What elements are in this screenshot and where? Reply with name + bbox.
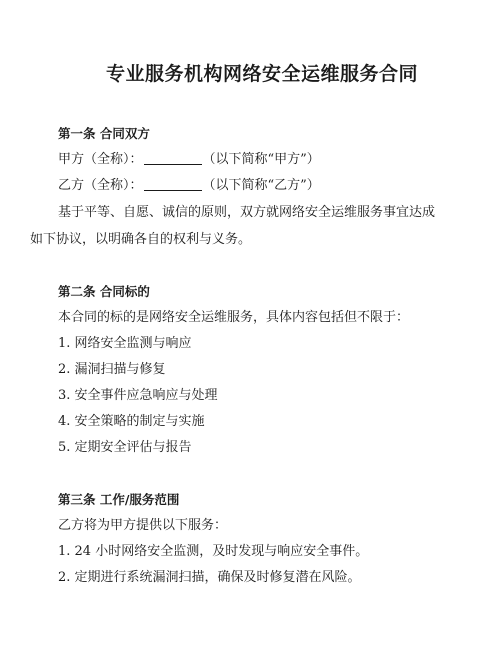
list-item: 5. 定期安全评估与报告 xyxy=(58,440,192,455)
party-b-suffix: （以下简称“乙方”） xyxy=(202,178,320,193)
list-item: 4. 安全策略的制定与实施 xyxy=(58,414,205,429)
list-item: 2. 定期进行系统漏洞扫描，确保及时修复潜在风险。 xyxy=(58,570,361,585)
party-a-suffix: （以下简称“甲方”） xyxy=(202,152,320,167)
party-a-line xyxy=(58,147,460,173)
party-a-blank xyxy=(144,150,202,165)
article-1-paragraph: 基于平等、自愿、诚信的原则，双方就网络安全运维服务事宜达成如下协议，以明确各自的权利与义务。 xyxy=(30,205,436,247)
article-1 xyxy=(30,121,460,253)
party-b-blank xyxy=(144,176,202,191)
list-item: 3. 安全事件应急响应与处理 xyxy=(58,388,218,403)
document-title: 专业服务机构网络安全运维服务合同 xyxy=(106,63,419,85)
party-b-line xyxy=(58,173,460,199)
party-b-label: 乙方（全称）： xyxy=(58,178,143,193)
list-item: 1. 网络安全监测与响应 xyxy=(58,336,192,351)
article-2-heading: 第二条 合同标的 xyxy=(58,284,150,299)
list-item: 2. 漏洞扫描与修复 xyxy=(58,362,166,377)
article-2 xyxy=(58,279,460,461)
party-a-label: 甲方（全称）： xyxy=(58,152,143,167)
list-item: 1. 24 小时网络安全监测，及时发现与响应安全事件。 xyxy=(58,544,369,559)
article-2-intro: 本合同的标的是网络安全运维服务，具体内容包括但不限于： xyxy=(58,310,410,325)
article-1-heading: 第一条 合同双方 xyxy=(58,126,150,141)
article-3 xyxy=(58,487,460,591)
article-3-intro: 乙方将为甲方提供以下服务： xyxy=(58,518,228,533)
article-3-heading: 第三条 工作/服务范围 xyxy=(58,492,180,507)
